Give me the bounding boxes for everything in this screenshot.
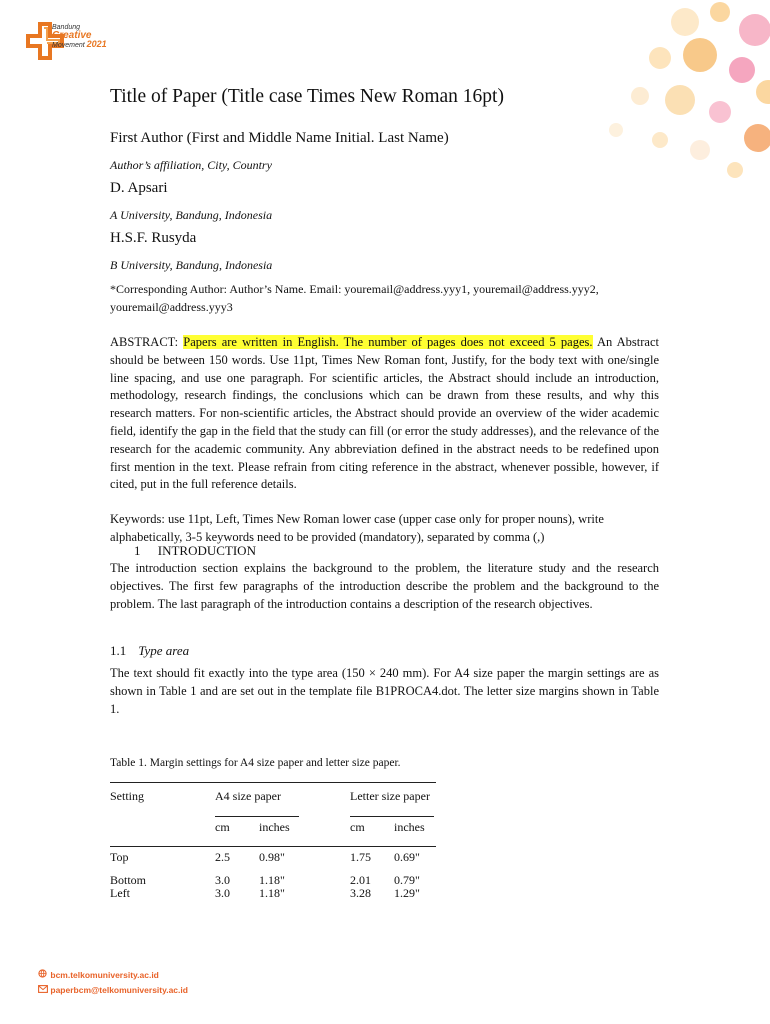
row-setting: Bottom [110,873,147,887]
footer-website[interactable] [38,969,159,980]
row-letter-cm: 3.28 [350,886,371,900]
typearea-title: Type area [138,643,190,658]
header-a4-cm: cm [215,820,230,834]
globe-icon [38,969,48,980]
row-letter-cm: 2.01 [350,873,371,887]
author-3-name: H.S.F. Rusyda [110,230,197,246]
a4-subrule [215,816,299,817]
typearea-number: 1.1 [110,643,127,658]
letter-subrule [350,816,434,817]
row-letter-inches: 0.69" [394,850,420,864]
first-author-affiliation: Author’s affiliation, City, Country [110,158,272,172]
abstract-label: ABSTRACT: [110,335,184,349]
author-3-affiliation: B University, Bandung, Indonesia [110,258,273,272]
intro-heading [134,543,256,559]
paper-title: Title of Paper (Title case Times New Roman 16pt) [110,86,504,107]
corresponding-author: *Corresponding Author: Author’s Name. Email: youremail@address.yyy1, youremail@address.yyy2, youremail@address.yyy3 [110,282,599,314]
header-letter: Letter size paper [350,789,430,803]
abstract-highlight: Papers are written in English. The number of pages does not exceed 5 pages. [183,335,593,349]
logo-wordmark [52,24,107,50]
footer-email-text[interactable]: paperbcm@telkomuniversity.ac.id [50,985,188,995]
keywords-paragraph: Keywords: use 11pt, Left, Times New Roman lower case (upper case only for proper nouns), write alphabetically, 3-5 keywords need to be provided (mandatory), separated by comma (,) [110,512,604,544]
intro-number: 1 [134,543,141,558]
abstract-paragraph [110,334,659,494]
logo-line-2: Creative [52,30,92,41]
decorative-circles-graphic [520,0,770,190]
typearea-paragraph: The text should fit exactly into the type area (150 × 240 mm). For A4 size paper the margin settings are as shown in Table 1 and are set out in the template file B1PROCA4.dot. The letter size margins shown in Table 1. [110,666,659,716]
row-a4-cm: 2.5 [215,850,230,864]
row-setting: Left [110,886,130,900]
logo-line-3 [52,40,107,50]
logo-line-3-text: Movement [52,42,85,49]
row-a4-cm: 3.0 [215,873,230,887]
header-letter-cm: cm [350,820,365,834]
row-letter-cm: 1.75 [350,850,371,864]
header-setting: Setting [110,789,145,803]
row-a4-inches: 1.18" [259,873,285,887]
abstract-body: An Abstract should be between 150 words. Use 11pt, Times New Roman font, Justify, for the body text with one/single line spacing, and use one paragraph. For scientific articles, the Abstract should include an introduction, methodology, research findings, the conclusions which can be drawn from these results, and why this research matters. For non-scientific articles, the Abstract should provide an overview of the wider academic field, identify the gap in the field that the study can fill (or error the study addresses), and the relevance of the research for the academic community. Any abbreviation defined in the abstract needs to be redefined upon first mention in the text. Please refrain from citing reference in the abstract, whenever possible, however, if cited, put in the full reference details. [110,335,659,492]
typearea-heading [110,643,189,659]
header-letter-inches: inches [394,820,425,834]
row-a4-inches: 1.18" [259,886,285,900]
intro-title: INTRODUCTION [157,543,256,558]
intro-paragraph: The introduction section explains the background to the problem, the literature study and the research objectives. The first few paragraphs of the introduction describe the problem and the background to the problem. The last paragraph of the introduction contains a description of the research objectives. [110,561,659,611]
row-letter-inches: 1.29" [394,886,420,900]
header-a4: A4 size paper [215,789,281,803]
conference-logo [26,18,116,68]
author-2-affiliation: A University, Bandung, Indonesia [110,208,273,222]
footer-email[interactable] [38,985,188,995]
logo-line-1: Bandung [52,24,81,31]
row-letter-inches: 0.79" [394,873,420,887]
envelope-icon [38,985,48,995]
row-setting: Top [110,850,129,864]
logo-year: 2021 [86,39,107,49]
author-2-name: D. Apsari [110,180,168,196]
table-top-rule [110,782,436,783]
header-a4-inches: inches [259,820,290,834]
first-author: First Author (First and Middle Name Initial. Last Name) [110,130,449,146]
row-a4-cm: 3.0 [215,886,230,900]
table-header-rule [110,846,436,847]
footer-website-text[interactable]: bcm.telkomuniversity.ac.id [50,970,159,980]
row-a4-inches: 0.98" [259,850,285,864]
table-caption: Table 1. Margin settings for A4 size paper and letter size paper. [110,757,401,769]
